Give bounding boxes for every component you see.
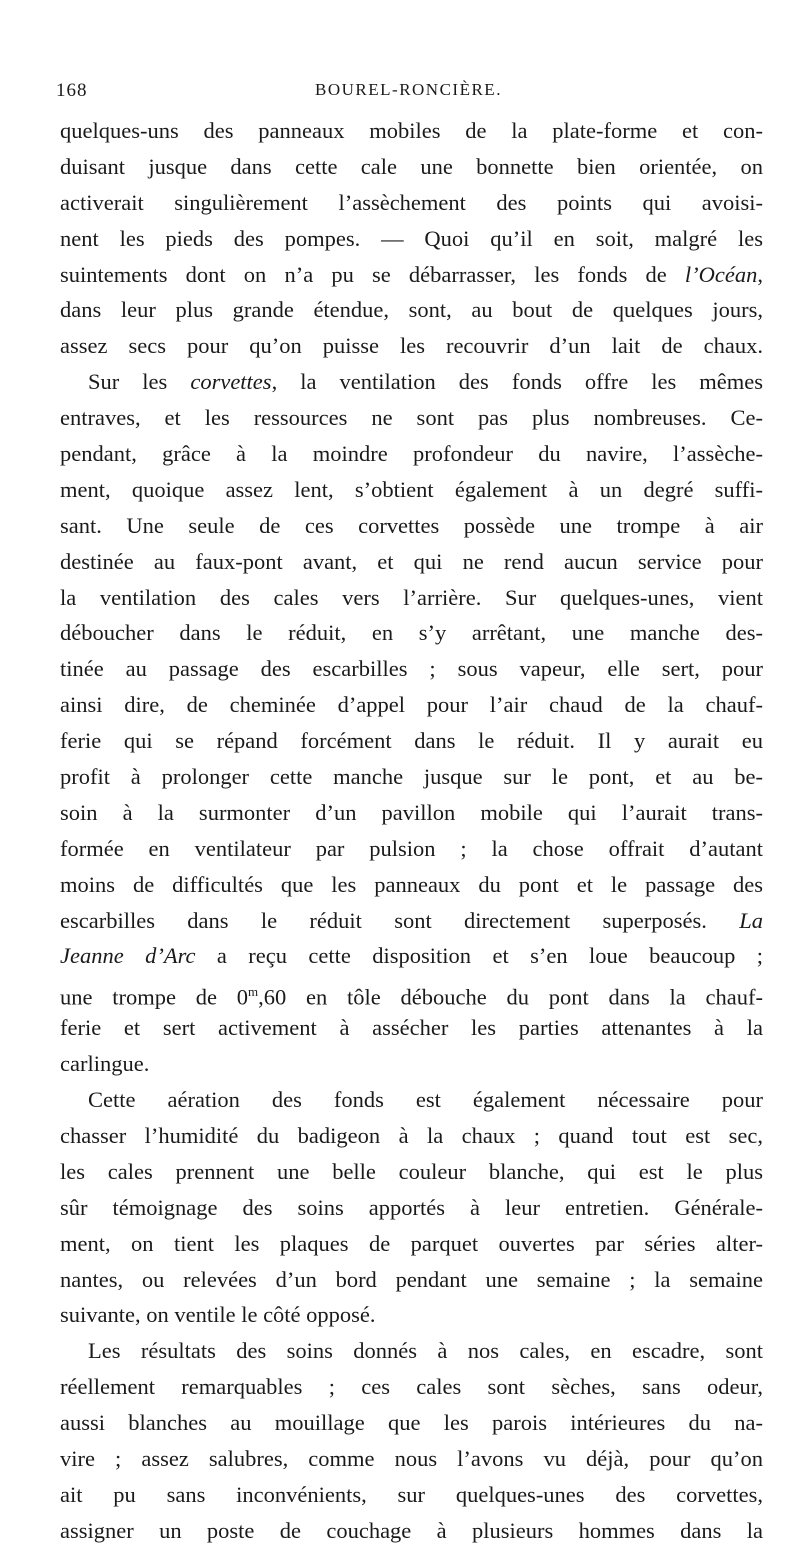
text-line: Jeanne d’Arc a reçu cette disposition et s’en loue beaucoup ; <box>60 943 763 969</box>
text-line: Les résultats des soins donnés à nos cales, en escadre, sont <box>88 1338 763 1364</box>
text-line: profit à prolonger cette manche jusque sur le pont, et au be- <box>60 764 763 790</box>
text-line: nent les pieds des pompes. — Quoi qu’il en soit, malgré les <box>60 225 763 251</box>
text-line: quelques-uns des panneaux mobiles de la plate-forme et con- <box>60 118 763 143</box>
text-line: ait pu sans inconvénients, sur quelques-unes des corvettes, <box>60 1481 763 1507</box>
page-number: 168 <box>56 80 88 101</box>
text-line: ment, on tient les plaques de parquet ouvertes par séries alter- <box>60 1230 763 1256</box>
text-line: vire ; assez salubres, comme nous l’avons vu déjà, pour qu’on <box>60 1445 763 1471</box>
text-line: assigner un poste de couchage à plusieurs hommes dans la <box>60 1517 763 1543</box>
text-line: tinée au passage des escarbilles ; sous vapeur, elle sert, pour <box>60 656 763 682</box>
text-line: nantes, ou relevées d’un bord pendant une semaine ; la semaine <box>60 1266 763 1292</box>
text-line: sûr témoignage des soins apportés à leur entretien. Générale- <box>60 1194 763 1220</box>
text-line: escarbilles dans le réduit sont directement superposés. La <box>60 907 763 933</box>
text-line: ment, quoique assez lent, s’obtient également à un degré suffi- <box>60 476 763 502</box>
text-line: moins de difficultés que les panneaux du pont et le passage des <box>60 871 763 897</box>
text-line: réellement remarquables ; ces cales sont sèches, sans odeur, <box>60 1374 763 1400</box>
text-line: les cales prennent une belle couleur blanche, qui est le plus <box>60 1158 763 1184</box>
text-line: déboucher dans le réduit, en s’y arrêtant, une manche des- <box>60 620 763 646</box>
text-line: aussi blanches au mouillage que les parois intérieures du na- <box>60 1410 763 1436</box>
text-line: destinée au faux-pont avant, et qui ne rend aucun service pour <box>60 548 763 574</box>
text-line: activerait singulièrement l’assèchement des points qui avoisi- <box>60 189 763 215</box>
text-line: suintements dont on n’a pu se débarrasser, les fonds de l’Océan, <box>60 261 763 287</box>
text-line: une trompe de 0$^m$,60 en tôle débouche du pont dans la chauf- <box>60 984 763 1010</box>
text-line: duisant jusque dans cette cale une bonnette bien orientée, on <box>60 153 763 179</box>
text-line: Cette aération des fonds est également nécessaire pour <box>88 1087 763 1113</box>
text-line: carlingue. <box>60 1051 150 1077</box>
text-line: dans leur plus grande étendue, sont, au bout de quelques jours, <box>60 297 763 323</box>
text-line: Sur les corvettes, la ventilation des fonds offre les mêmes <box>88 369 763 395</box>
text-line: chasser l’humidité du badigeon à la chaux ; quand tout est sec, <box>60 1122 763 1148</box>
text-line: ferie qui se répand forcément dans le réduit. Il y aurait eu <box>60 728 763 754</box>
text-line: sant. Une seule de ces corvettes possède une trompe à air <box>60 512 763 538</box>
text-line: formée en ventilateur par pulsion ; la chose offrait d’autant <box>60 835 763 861</box>
text-line: ainsi dire, de cheminée d’appel pour l’air chaud de la chauf- <box>60 692 763 718</box>
text-line: soin à la surmonter d’un pavillon mobile qui l’aurait trans- <box>60 799 763 825</box>
text-line: la ventilation des cales vers l’arrière. Sur quelques-unes, vient <box>60 584 763 610</box>
page-header <box>56 80 761 110</box>
body-text <box>60 113 763 1549</box>
text-line: assez secs pour qu’on puisse les recouvrir d’un lait de chaux. <box>60 333 763 359</box>
text-line: pendant, grâce à la moindre profondeur du navire, l’assèche- <box>60 441 763 467</box>
text-line: ferie et sert activement à assécher les parties attenantes à la <box>60 1015 763 1041</box>
running-title: BOUREL-RONCIÈRE. <box>315 80 502 99</box>
text-line: entraves, et les ressources ne sont pas plus nombreuses. Ce- <box>60 405 763 431</box>
text-line: suivante, on ventile le côté opposé. <box>60 1302 376 1328</box>
